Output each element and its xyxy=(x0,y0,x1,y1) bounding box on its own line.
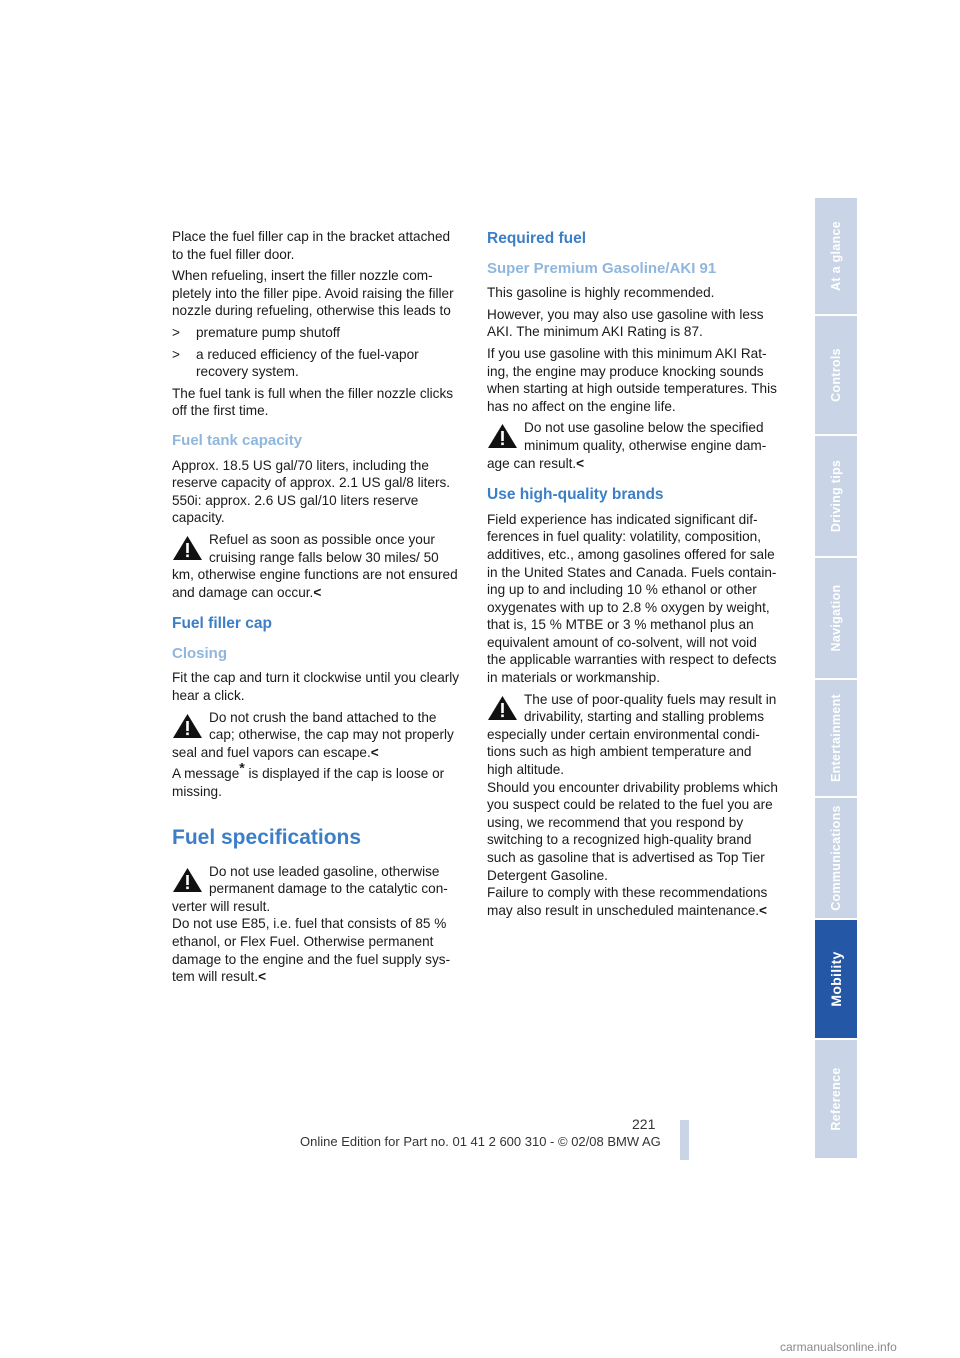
heading-high-quality-brands: Use high-quality brands xyxy=(487,486,664,504)
footer-text: Online Edition for Part no. 01 41 2 600 310 - © 02/08 BMW AG xyxy=(300,1134,661,1149)
warning-triangle-icon xyxy=(487,422,518,450)
tab-navigation[interactable] xyxy=(815,558,857,680)
tab-label: Reference xyxy=(829,1067,843,1131)
tab-entertainment[interactable] xyxy=(815,680,857,798)
paragraph: The fuel tank is full when the filler nozzle clicks off the first time. xyxy=(172,385,454,419)
paragraph: If you use gasoline with this minimum AKI Rat-ing, the engine may produce knocking sounds when starting at high outside temperatures. This has no affect on the engine life. xyxy=(487,345,777,414)
tab-label: Driving tips xyxy=(829,459,843,533)
warning-text: Failure to comply with these recommendations may also result in unscheduled maintenance. xyxy=(487,885,768,918)
paragraph xyxy=(172,759,464,800)
warning-note xyxy=(172,709,464,762)
warning-triangle-icon xyxy=(172,866,203,894)
end-marker: < xyxy=(370,744,379,760)
warning-note xyxy=(172,863,464,986)
heading-super-premium: Super Premium Gasoline/AKI 91 xyxy=(487,259,717,277)
warning-text: Do not crush the band attached to the cap; otherwise, the cap may not properly seal and fuel vapors can escape. xyxy=(172,709,454,760)
list-item-text: premature pump shutoff xyxy=(196,324,341,340)
left-column xyxy=(172,228,464,990)
heading-fuel-filler-cap: Fuel filler cap xyxy=(172,615,272,633)
list-item xyxy=(172,346,464,381)
bullet-marker: > xyxy=(172,324,180,340)
footer-bar xyxy=(680,1120,689,1160)
end-marker: < xyxy=(759,902,767,918)
bullet-marker: > xyxy=(172,346,180,362)
end-marker: < xyxy=(313,584,322,600)
warning-note xyxy=(172,531,464,601)
tab-label: Navigation xyxy=(829,584,843,652)
page-number: 221 xyxy=(632,1116,656,1132)
heading-required-fuel: Required fuel xyxy=(487,230,587,247)
heading-fuel-tank-capacity: Fuel tank capacity xyxy=(172,431,303,449)
warning-text: Do not use gasoline below the specified minimum quality, otherwise engine dam-age can result. xyxy=(487,420,767,471)
tab-communications[interactable] xyxy=(815,798,857,920)
paragraph: When refueling, insert the filler nozzle com-pletely into the filler pipe. Avoid raising the filler nozzle during refueling, otherwise this leads to xyxy=(172,268,454,319)
end-marker: < xyxy=(576,455,585,471)
warning-triangle-icon xyxy=(172,712,203,740)
warning-note xyxy=(487,691,779,920)
tab-label: At a glance xyxy=(829,221,843,291)
tab-at-a-glance[interactable] xyxy=(815,198,857,316)
paragraph: Approx. 18.5 US gal/70 liters, including the reserve capacity of approx. 2.1 US gal/8 liters. 550i: approx. 2.6 US gal/10 liters reserve capacity. xyxy=(172,457,451,526)
warning-triangle-icon xyxy=(487,694,518,722)
paragraph: This gasoline is highly recommended. xyxy=(487,285,715,301)
tab-label: Controls xyxy=(829,348,843,402)
warning-note xyxy=(487,419,779,472)
end-marker: < xyxy=(258,969,267,985)
tab-reference[interactable] xyxy=(815,1040,857,1160)
message-text: A message xyxy=(172,766,240,782)
tab-label: Mobility xyxy=(828,951,844,1007)
warning-text: Do not use E85, i.e. fuel that consists of 85 % ethanol, or Flex Fuel. Otherwise permanent damage to the engine and the fuel supply sys-tem will result. xyxy=(172,916,451,985)
heading-closing: Closing xyxy=(172,644,227,662)
warning-text: The use of poor-quality fuels may result in drivability, starting and stalling problems especially under certain environmental condi-tions such as high ambient temperature and high altitude. xyxy=(487,691,777,778)
list-item xyxy=(172,324,464,342)
message-text: is displayed if the cap is loose or missing. xyxy=(172,766,445,800)
tab-label: Communications xyxy=(829,805,843,911)
warning-text: Do not use leaded gasoline, otherwise permanent damage to the catalytic con-verter will result. xyxy=(172,863,448,914)
tab-label: Entertainment xyxy=(829,694,843,782)
paragraph: Fit the cap and turn it clockwise until you clearly hear a click. xyxy=(172,670,460,704)
warning-text: Should you encounter drivability problems which you suspect could be related to the fuel you are using, we recommend that you respond by switching to a recognized high-quality brand such as gasoline that is advertised as Top Tier Detergent Gasoline. xyxy=(487,779,778,883)
watermark: carmanualsonline.info xyxy=(780,1340,897,1354)
warning-triangle-icon xyxy=(172,534,203,562)
asterisk-marker: * xyxy=(239,759,245,776)
list-item-text: a reduced efficiency of the fuel-vapor recovery system. xyxy=(196,346,419,380)
tab-controls[interactable] xyxy=(815,316,857,436)
heading-fuel-specifications: Fuel specifications xyxy=(172,825,362,849)
right-column xyxy=(487,228,779,923)
paragraph: However, you may also use gasoline with less AKI. The minimum AKI Rating is 87. xyxy=(487,306,764,340)
tab-driving-tips[interactable] xyxy=(815,436,857,558)
warning-text: Refuel as soon as possible once your cruising range falls below 30 miles/ 50 km, otherwise engine functions are not ensured and damage can occur. xyxy=(172,531,458,600)
paragraph: Field experience has indicated significant dif-ferences in fuel quality: volatility, composition, additives, etc., among gasolines offered for sale in the United States and Canada. Fuels contain-ing up to and including 10 % ethanol or other oxygenates with up to 2.8 % oxygen by weight, that is, 15 % MTBE or 3 % methanol plus an equivalent amount of co-solvent, will not void the applicable warranties with respect to defects in materials or workmanship. xyxy=(487,511,777,686)
paragraph: Place the fuel filler cap in the bracket attached to the fuel filler door. xyxy=(172,229,451,262)
tab-mobility[interactable] xyxy=(815,920,857,1040)
